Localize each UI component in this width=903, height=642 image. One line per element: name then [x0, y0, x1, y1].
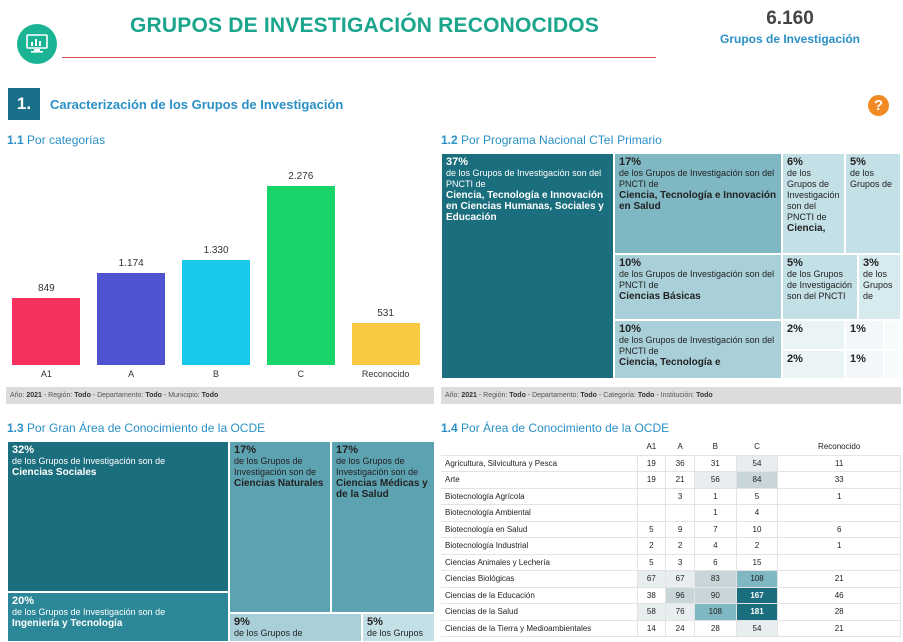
cell-desc: de los Grupos de Investigación son del PNCTI de [619, 335, 775, 356]
bar-value-label: 1.174 [118, 257, 144, 269]
table-cell-value: 9 [666, 521, 695, 538]
table-cell-value: 1 [695, 488, 737, 505]
ocde-cell-naturales[interactable] [229, 441, 331, 613]
bar-category-label: Reconocido [361, 369, 410, 379]
cell-pct: 5% [850, 156, 866, 168]
table-cell-value: 6 [695, 554, 737, 571]
ocde-cell-sociales[interactable] [7, 441, 229, 592]
monitor-chart-icon [26, 34, 48, 54]
table-cell-value: 14 [637, 620, 666, 637]
filter-year-value: 2021 [461, 392, 477, 399]
pnacional-cell-2b[interactable] [782, 350, 845, 379]
table-cell-area: Ciencias de la Salud [441, 604, 637, 621]
table-cell-value: 1 [778, 488, 901, 505]
table-header: C [754, 442, 760, 452]
categorias-label: Por categorías [27, 133, 106, 147]
pnacional-cell-2a[interactable] [782, 320, 845, 350]
pnacional-cell-5b[interactable] [782, 254, 858, 320]
table-cell-value: 1 [695, 505, 737, 522]
cell-desc: de los Grupos de [850, 168, 893, 189]
pnacional-cell-1b[interactable] [845, 350, 884, 379]
ocde-cell-medicas[interactable] [331, 441, 435, 613]
table-row[interactable] [441, 521, 901, 538]
table-cell-value: 19 [637, 455, 666, 472]
table-cell-value: 7 [695, 521, 737, 538]
bar-value-label: 849 [38, 283, 55, 295]
table-cell-area: Agricultura, Silvicultura y Pesca [441, 455, 637, 472]
table-cell-value: 21 [778, 620, 901, 637]
cell-desc: de los Grupos de Investigación son de [12, 456, 166, 466]
table-cell-value: 67 [637, 571, 666, 588]
table-cell-value: 90 [695, 587, 737, 604]
ocde-cell-9[interactable] [229, 613, 362, 642]
ocde-gran-treemap [7, 441, 435, 642]
filter-region-value: Todo [509, 392, 526, 399]
table-header-area [441, 439, 637, 455]
filter-year-label: Año: [445, 392, 460, 399]
table-cell-value: 1 [778, 538, 901, 555]
pnacional-cell-salud[interactable] [614, 153, 782, 254]
filter-region-label: Región: [48, 392, 73, 399]
section-number: 1. [8, 88, 40, 120]
cell-desc: de los Grupos de [234, 628, 303, 638]
table-cell-value: 167 [736, 587, 778, 604]
cell-name: Ciencias Naturales [234, 478, 324, 489]
pnacional-cell-small[interactable] [884, 320, 901, 350]
table-cell-area: Ciencias de la Tierra y Medioambientales [441, 620, 637, 637]
bar-reconocido[interactable] [352, 323, 420, 365]
filter-year-label: Año: [10, 392, 25, 399]
pnacional-num: 1.2 [441, 133, 458, 147]
table-cell-value: 19 [637, 472, 666, 489]
help-icon[interactable]: ? [868, 95, 889, 116]
bar-c[interactable] [267, 186, 335, 365]
table-cell-value: 54 [736, 455, 778, 472]
table-cell-value: 67 [666, 571, 695, 588]
table-row[interactable] [441, 472, 901, 489]
pnacional-treemap [441, 153, 901, 379]
cell-name: Ciencia, Tecnología e [619, 357, 721, 368]
cell-desc: de los Grupos de Investigación son del PNCTI [787, 269, 853, 301]
cell-name: Ciencia, [787, 223, 826, 234]
categorias-title [7, 133, 105, 147]
cell-pct: 10% [619, 323, 642, 335]
table-cell-value: 96 [666, 587, 695, 604]
pnacional-cell-humanas[interactable] [441, 153, 614, 379]
table-row[interactable] [441, 554, 901, 571]
pnacional-cell-3[interactable] [858, 254, 901, 320]
table-cell-value: 31 [695, 455, 737, 472]
table-cell-value: 21 [666, 472, 695, 489]
ocde-gran-title [7, 421, 265, 435]
ocde-area-title [441, 421, 669, 435]
table-cell-value: 5 [736, 488, 778, 505]
bar-b[interactable] [182, 260, 250, 365]
table-header: A [677, 442, 683, 452]
table-cell-value: 15 [736, 554, 778, 571]
pnacional-cell-small2[interactable] [884, 350, 901, 379]
cell-pct: 37% [446, 156, 469, 168]
cell-name: Ciencias Sociales [12, 467, 97, 478]
table-row[interactable] [441, 538, 901, 555]
cell-pct: 1% [850, 323, 866, 335]
cell-desc: de los Grupos de Investigación son de [336, 456, 419, 477]
table-row[interactable] [441, 455, 901, 472]
table-cell-value [778, 505, 901, 522]
table-cell-value: 36 [666, 455, 695, 472]
table-cell-value: 33 [778, 472, 901, 489]
categorias-bar-chart [6, 150, 430, 385]
filter-mun-label: Municipio: [168, 392, 200, 399]
table-cell-area: Arte [441, 472, 637, 489]
table-cell-value: 2 [666, 538, 695, 555]
table-header: A1 [646, 442, 657, 452]
table-row[interactable] [441, 604, 901, 621]
table-cell-value: 10 [736, 521, 778, 538]
table-cell-value: 4 [695, 538, 737, 555]
table-cell-value: 56 [695, 472, 737, 489]
table-cell-value: 21 [778, 571, 901, 588]
table-cell-area: Biotecnología Agrícola [441, 488, 637, 505]
filter-dep-label: Departamento: [97, 392, 144, 399]
table-cell-value: 54 [736, 620, 778, 637]
table-cell-value: 28 [778, 604, 901, 621]
table-cell-value [637, 488, 666, 505]
cell-desc: de los Grupos de Investigación son del PNCTI de [619, 269, 775, 290]
filter-region-value: Todo [74, 392, 91, 399]
table-cell-value [637, 505, 666, 522]
table-cell-value: 11 [778, 455, 901, 472]
table-cell-area: Ciencias Biológicas [441, 571, 637, 588]
filter-dep-label: Departamento: [532, 392, 579, 399]
table-cell-value: 58 [637, 604, 666, 621]
cell-pct: 2% [787, 353, 803, 365]
cell-pct: 10% [619, 257, 642, 269]
table-cell-value: 4 [736, 505, 778, 522]
total-groups-value: 6.160 [766, 8, 814, 29]
table-row[interactable] [441, 587, 901, 604]
cell-name: Ciencias Básicas [619, 291, 701, 302]
pnacional-label: Por Programa Nacional CTeI Primario [461, 133, 662, 147]
cell-name: Ciencia, Tecnología e Innovación en Salud [619, 190, 777, 212]
ocde-gran-label: Por Gran Área de Conocimiento de la OCDE [27, 421, 266, 435]
cell-pct: 20% [12, 595, 35, 607]
table-cell-value: 2 [736, 538, 778, 555]
cell-pct: 1% [850, 353, 866, 365]
ocde-area-table [441, 439, 901, 637]
filter-dep-value: Todo [145, 392, 162, 399]
table-cell-value: 108 [695, 604, 737, 621]
table-header-row [441, 439, 901, 455]
table-cell-area: Biotecnología Industrial [441, 538, 637, 555]
cell-pct: 3% [863, 257, 879, 269]
filter-inst-label: Institución: [660, 392, 695, 399]
table-cell-value: 3 [666, 554, 695, 571]
page-title: GRUPOS DE INVESTIGACIÓN RECONOCIDOS [130, 14, 600, 37]
cell-desc: de los Grupos de Investigación son de [12, 607, 166, 617]
table-row[interactable] [441, 620, 901, 637]
table-cell-value: 84 [736, 472, 778, 489]
table-cell-value: 24 [666, 620, 695, 637]
cell-desc: de los Grupos [367, 628, 424, 638]
filter-mun-value: Todo [201, 392, 219, 399]
table-cell-value: 83 [695, 571, 737, 588]
cell-pct: 6% [787, 156, 803, 168]
cell-pct: 17% [619, 156, 642, 168]
table-cell-value: 6 [778, 521, 901, 538]
filter-inst-value: Todo [696, 392, 713, 399]
pnacional-cell-basicas[interactable] [614, 254, 782, 320]
cell-pct: 17% [336, 444, 359, 456]
ocde-cell-5[interactable] [362, 613, 435, 642]
bar-category-label: A1 [40, 369, 52, 379]
bar-category-label: C [297, 369, 305, 379]
cell-pct: 9% [234, 616, 250, 628]
cell-pct: 5% [787, 257, 803, 269]
pnacional-cell-6[interactable] [782, 153, 845, 254]
cell-name: Ciencia, Tecnología e Innovación en Ciencias Humanas, Sociales y Educación [446, 190, 604, 223]
table-cell-value: 5 [637, 521, 666, 538]
cell-desc: de los Grupos de [863, 269, 893, 301]
table-cell-value: 28 [695, 620, 737, 637]
bar-value-label: 2.276 [288, 170, 314, 182]
cell-pct: 32% [12, 444, 35, 456]
table-cell-value: 108 [736, 571, 778, 588]
pnacional-cell-5a[interactable] [845, 153, 901, 254]
bar-value-label: 531 [377, 308, 394, 320]
table-cell-value: 3 [666, 488, 695, 505]
filter-region-label: Región: [483, 392, 508, 399]
cell-desc: de los Grupos de Investigación son del PNCTI de [619, 168, 775, 189]
filter-cat-value: Todo [637, 392, 655, 399]
bar-a1[interactable] [12, 298, 80, 365]
table-cell-value: 76 [666, 604, 695, 621]
ocde-area-label: Por Área de Conocimiento de la OCDE [461, 421, 670, 435]
section-title: Caracterización de los Grupos de Investigación [50, 97, 344, 112]
pnacional-title [441, 133, 662, 147]
filter-dep-value: Todo [580, 392, 597, 399]
categorias-filter-bar: Año: 2021 - Región: Todo - Departamento: Todo - Municipio: Todo [6, 387, 434, 404]
categorias-num: 1.1 [7, 133, 24, 147]
table-header: B [712, 442, 718, 452]
total-groups-label: Grupos de Investigación [719, 32, 861, 46]
table-cell-area: Biotecnología en Salud [441, 521, 637, 538]
cell-pct: 2% [787, 323, 803, 335]
pnacional-filter-bar: Año: 2021 - Región: Todo - Departamento: Todo - Categoría: Todo - Institución: Todo [441, 387, 901, 404]
bar-category-label: B [212, 369, 219, 379]
table-cell-area: Biotecnología Ambiental [441, 505, 637, 522]
table-row[interactable] [441, 488, 901, 505]
bar-value-label: 1.330 [203, 245, 229, 257]
table-cell-area: Ciencias de la Educación [441, 587, 637, 604]
table-cell-area: Ciencias Animales y Lechería [441, 554, 637, 571]
table-cell-value: 46 [778, 587, 901, 604]
cell-name: Ingeniería y Tecnología [12, 618, 123, 629]
cell-pct: 5% [367, 616, 383, 628]
pnacional-cell-tecnologia[interactable] [614, 320, 782, 379]
bar-a[interactable] [97, 273, 165, 365]
pnacional-cell-1a[interactable] [845, 320, 884, 350]
cell-desc: de los Grupos de Investigación son de [234, 456, 317, 477]
cell-desc: de los Grupos de Investigación son del PNCTI de [787, 168, 840, 222]
table-cell-value: 5 [637, 554, 666, 571]
table-row[interactable] [441, 505, 901, 522]
table-cell-value: 38 [637, 587, 666, 604]
table-cell-value [778, 554, 901, 571]
logo [17, 24, 57, 64]
title-divider [62, 57, 656, 58]
table-cell-value: 2 [637, 538, 666, 555]
filter-year-value: 2021 [26, 392, 42, 399]
bar-category-label: A [128, 369, 135, 379]
table-row[interactable] [441, 571, 901, 588]
table-cell-value [666, 505, 695, 522]
ocde-area-num: 1.4 [441, 421, 458, 435]
ocde-gran-num: 1.3 [7, 421, 24, 435]
cell-pct: 17% [234, 444, 257, 456]
cell-name: Ciencias Médicas y de la Salud [336, 478, 428, 500]
table-cell-value: 181 [736, 604, 778, 621]
table-header: Reconocido [818, 442, 861, 452]
ocde-cell-ingenieria[interactable] [7, 592, 229, 642]
filter-cat-label: Categoría: [603, 392, 636, 399]
cell-desc: de los Grupos de Investigación son del PNCTI de [446, 168, 602, 189]
